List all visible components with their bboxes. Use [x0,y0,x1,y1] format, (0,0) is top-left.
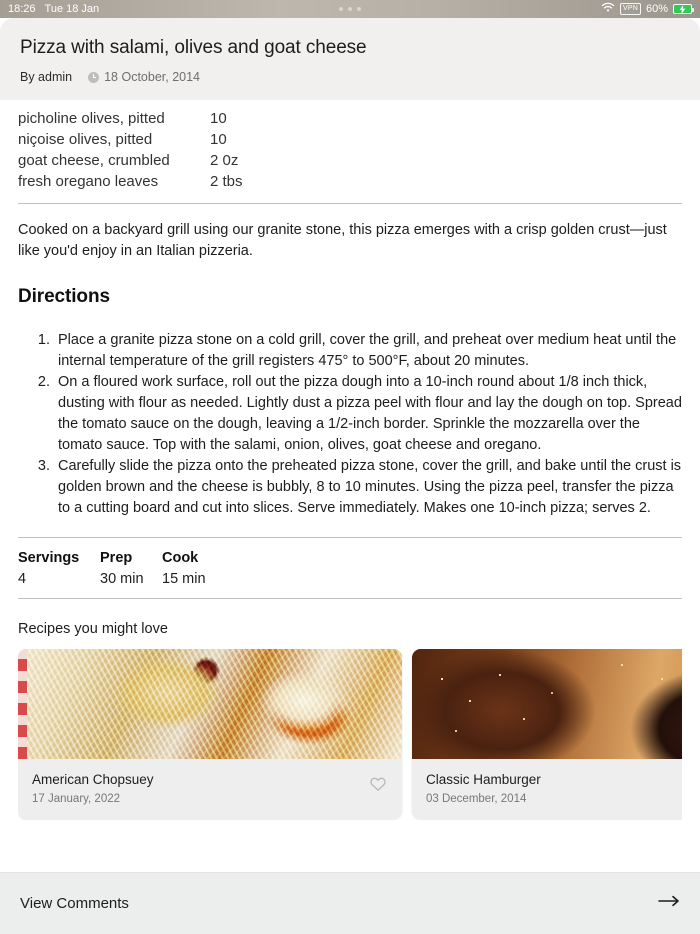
wifi-icon [601,2,615,16]
clock-icon [88,72,99,83]
related-card-title: American Chopsuey [32,772,154,787]
recipe-description: Cooked on a backyard grill using our granite stone, this pizza emerges with a crisp golden crust—just like you'd enjoy in an Italian pizzeria. [18,222,667,259]
ingredient-row [18,150,682,171]
related-card-texts [32,771,368,807]
servings-label: Servings [18,550,80,566]
direction-step: 1. Place a granite pizza stone on a cold grill, cover the grill, and preheat over medium heat until the internal temperature of the grill registers 475° to 500°F, about 20 minutes. [54,330,682,372]
cutout-dot [357,7,361,11]
related-card-title: Classic Hamburger [426,772,541,787]
related-recipe-card[interactable] [412,649,682,820]
ingredient-row [18,129,682,150]
status-time: 18:26 [8,3,36,15]
ingredient-row [18,171,682,192]
related-card-texts [426,771,682,807]
cutout-dot [348,7,352,11]
chopsuey-photo [18,649,402,759]
cook-label: Cook [162,550,199,566]
battery-charging-icon [673,4,692,14]
prep-label: Prep [100,550,133,566]
prep-value: 30 min [100,571,144,587]
related-card-body [412,759,682,820]
ingredient-quantity: 10 [210,131,227,148]
status-bar [0,0,700,18]
ingredients-list [18,100,682,192]
cutout-dot [339,7,343,11]
ingredients-divider [18,203,682,204]
arrow-right-icon[interactable] [658,894,680,913]
content-scroll-area[interactable] [0,100,700,872]
recipe-header-card [0,18,700,100]
camera-cutout-dots [339,7,361,11]
related-card-date: 03 December, 2014 [426,793,527,805]
vpn-badge: VPN [620,3,641,15]
heart-outline-icon[interactable] [368,774,388,794]
status-bar-right [601,2,692,16]
ingredient-name: fresh oregano leaves [18,173,159,190]
status-bar-left [8,3,99,15]
directions-list [18,330,682,519]
view-comments-label: View Comments [20,895,129,912]
author-label: By admin [20,70,73,84]
ingredient-quantity: 2 0z [210,152,239,169]
page-title: Pizza with salami, olives and goat cheese [20,37,367,58]
meta-divider-top [18,537,682,538]
view-comments-bar[interactable] [0,872,700,934]
related-recipe-card[interactable] [18,649,402,820]
servings-value: 4 [18,571,27,587]
ingredient-name: picholine olives, pitted [18,110,165,127]
related-card-body [18,759,402,820]
direction-step: 3. Carefully slide the pizza onto the preheated pizza stone, cover the grill, and bake until the crust is golden brown and the cheese is bubbly, 8 to 10 minutes. Using the pizza peel, transfer the pizza to a cutting board and cut into slices. Serve immediately. Makes one 10-inch pizza; serves 2. [54,456,682,519]
meta-cook [162,548,206,590]
related-heading: Recipes you might love [18,621,168,637]
ingredient-name: niçoise olives, pitted [18,131,153,148]
ingredient-quantity: 2 tbs [210,173,243,190]
status-date: Tue 18 Jan [44,3,100,15]
recipe-detail-screen [0,18,700,934]
ingredient-name: goat cheese, crumbled [18,152,170,169]
ingredient-row [18,108,682,129]
ingredient-quantity: 10 [210,110,227,127]
meta-prep [100,548,162,590]
directions-heading: Directions [18,286,110,307]
cook-value: 15 min [162,571,206,587]
publish-date: 18 October, 2014 [104,70,201,84]
meta-servings [18,548,100,590]
meta-divider-bottom [18,598,682,599]
related-recipes-carousel[interactable] [18,649,682,820]
hamburger-photo [412,649,682,759]
related-card-date: 17 January, 2022 [32,793,121,805]
direction-step: 2. On a floured work surface, roll out the pizza dough into a 10-inch round about 1/8 inch thick, dusting with flour as needed. Lightly dust a pizza peel with flour and lay the dough on top. Spread the tomato sauce on the dough, leaving a 1/2-inch border. Sprinkle the mozzarella over the tomato sauce. Top with the salami, onion, olives, goat cheese and oregano. [54,372,682,456]
byline [20,70,680,84]
battery-percent: 60% [645,3,668,15]
recipe-meta [18,538,682,598]
